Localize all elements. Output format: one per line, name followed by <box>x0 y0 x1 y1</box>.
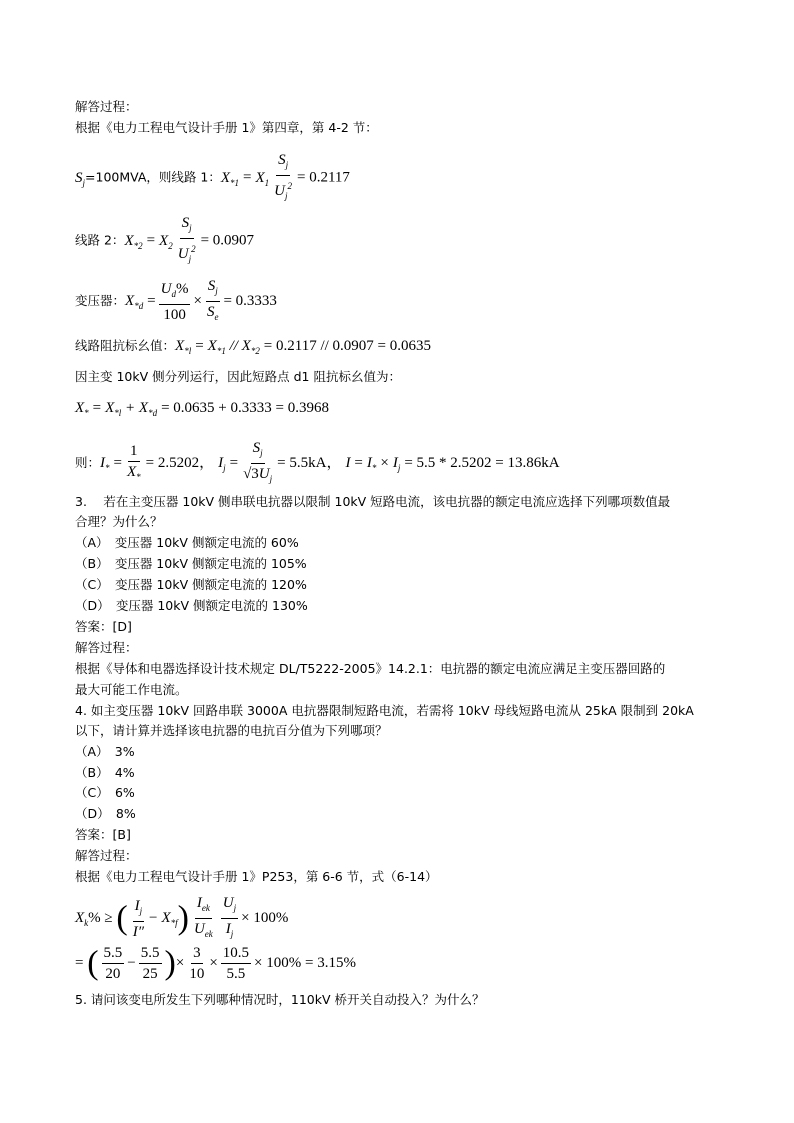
option: （B） 变压器 10kV 侧额定电流的 105% <box>75 556 307 571</box>
text-line: 根据《导体和电器选择设计技术规定 DL/T5222-2005》14.2.1：电抗器的额定电流应满足主变压器回路的 <box>75 661 666 676</box>
option: （A） 3% <box>75 744 135 759</box>
text-line: 因主变 10kV 侧分列运行，因此短路点 d1 阻抗标幺值为： <box>75 369 401 384</box>
formula-transformer: 变压器：$X_{*d}$ = $\frac{U_d\%}{100}$ × $\frac{S_j}{S_e}$ = 0.3333 <box>75 278 277 323</box>
option: （C） 6% <box>75 785 135 800</box>
question-5: 5. 请问该变电所发生下列哪种情况时，110kV 桥开关自动投入？为什么？ <box>75 992 485 1007</box>
formula-current: 则：$I_*$ = $\frac{1}{X_*}$ = 2.5202， $I_j$ = $\frac{S_j}{√3U_j}$ = 5.5kA， $I = I_* \times I_j = 5.5 * 2.5202 = 13.86kA$ <box>75 440 560 484</box>
option: （C） 变压器 10kV 侧额定电流的 120% <box>75 577 307 592</box>
formula-line1: $S_j=100MVA$，则线路 1：$X_{*1} = X_1$ $\frac{S_j}{U_j^2}$ = 0.2117 <box>75 152 350 201</box>
question-4: 4. 如主变压器 10kV 回路串联 3000A 电抗器限制短路电流，若需将 10kV 母线短路电流从 25kA 限制到 20kA <box>75 703 694 718</box>
answer: 答案：[D] <box>75 619 132 634</box>
text-line: 合理？为什么？ <box>75 514 163 529</box>
question-3: 3. 若在主变压器 10kV 侧串联电抗器以限制 10kV 短路电流，该电抗器的额定电流应选择下列哪项数值最 <box>75 494 671 509</box>
answer: 答案：[B] <box>75 827 131 842</box>
text-line: 根据《电力工程电气设计手册 1》第四章，第 4-2 节： <box>75 120 378 135</box>
formula-total: $X_* = X_{*l} + X_{*d} = 0.0635 + 0.3333 = 0.3968$ <box>75 400 329 418</box>
text-line: 最大可能工作电流。 <box>75 682 188 697</box>
option: （D） 8% <box>75 806 136 821</box>
option: （B） 4% <box>75 765 135 780</box>
option: （D） 变压器 10kV 侧额定电流的 130% <box>75 598 308 613</box>
text-line: 解答过程： <box>75 640 138 655</box>
text-line: 以下，请计算并选择该电抗器的电抗百分值为下列哪项？ <box>75 723 388 738</box>
formula-line2: 线路 2：$X_{*2} = X_2$ $\frac{S_j}{U_j^2}$ = 0.0907 <box>75 215 255 264</box>
text-line: 解答过程： <box>75 99 138 114</box>
formula-line-impedance: 线路阻抗标幺值：$X_{*l} = X_{*1} // X_{*2} = 0.2117 // 0.0907 = 0.0635$ <box>75 338 431 356</box>
option: （A） 变压器 10kV 侧额定电流的 60% <box>75 535 299 550</box>
text-line: 解答过程： <box>75 848 138 863</box>
text-line: 根据《电力工程电气设计手册 1》P253，第 6-6 节，式（6-14） <box>75 869 438 884</box>
formula-reactance: $X_k\%$ ≥ ( $\frac{I_j}{I''}$ − $X_{*f}$) $\frac{I_{ek}}{U_{ek}}$ $\frac{U_j}{I_j}$ × 100% <box>75 895 289 940</box>
formula-calc: = ( $\frac{5.5}{20}$ − $\frac{5.5}{25}$ )× $\frac{3}{10}$ × $\frac{10.5}{5.5}$ × 100% = 3.15% <box>75 944 356 982</box>
